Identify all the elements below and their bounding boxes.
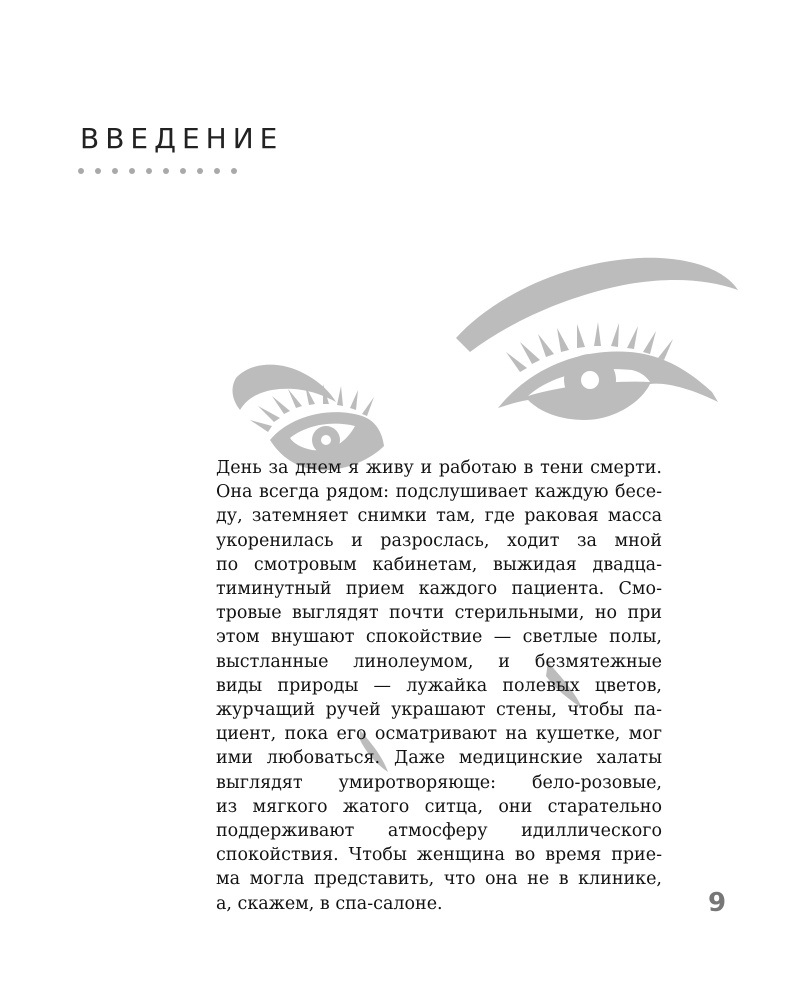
body-line: укоренилась и разрослась, ходит за мной — [216, 530, 662, 551]
left-eyebrow-icon — [233, 365, 336, 410]
body-line: тиминутный прием каждого пациента. Смо- — [216, 579, 662, 600]
body-line: выстланные линолеумом, и безмятежные — [216, 651, 662, 672]
body-line: а, скажем, в спа-салоне. — [216, 893, 443, 914]
body-line: поддерживают атмосферу идиллического — [216, 821, 662, 842]
chapter-title: ВВЕДЕНИЕ — [80, 122, 284, 155]
body-line: ду, затемняет снимки там, где раковая масса — [216, 506, 662, 527]
body-text — [216, 456, 662, 916]
body-line: циент, пока его осматривают на кушетке, мог — [216, 724, 662, 745]
body-line: День за днем я живу и работаю в тени смерти. — [216, 458, 662, 478]
page-number: 9 — [708, 888, 727, 918]
body-line: ими любоваться. Даже медицинские халаты — [216, 748, 662, 769]
body-line: Она всегда рядом: подслушивает каждую бесе- — [216, 482, 662, 503]
body-line: по смотровым кабинетам, выжидая двадца- — [216, 554, 662, 575]
body-line: журчащий ручей украшают стены, чтобы па- — [216, 700, 662, 721]
body-line: ма могла представить, что она не в клинике, — [216, 869, 662, 890]
body-line: выглядят умиротворяюще: бело-розовые, — [216, 772, 662, 793]
body-line: виды природы — лужайка полевых цветов, — [216, 675, 662, 696]
body-line: этом внушают спокойствие — светлые полы, — [216, 627, 662, 648]
body-line: из мягкого жатого ситца, они старательно — [216, 796, 662, 817]
body-line: тровые выглядят почти стерильными, но при — [216, 603, 662, 624]
body-line: спокойствия. Чтобы женщина во время прие- — [216, 845, 662, 866]
